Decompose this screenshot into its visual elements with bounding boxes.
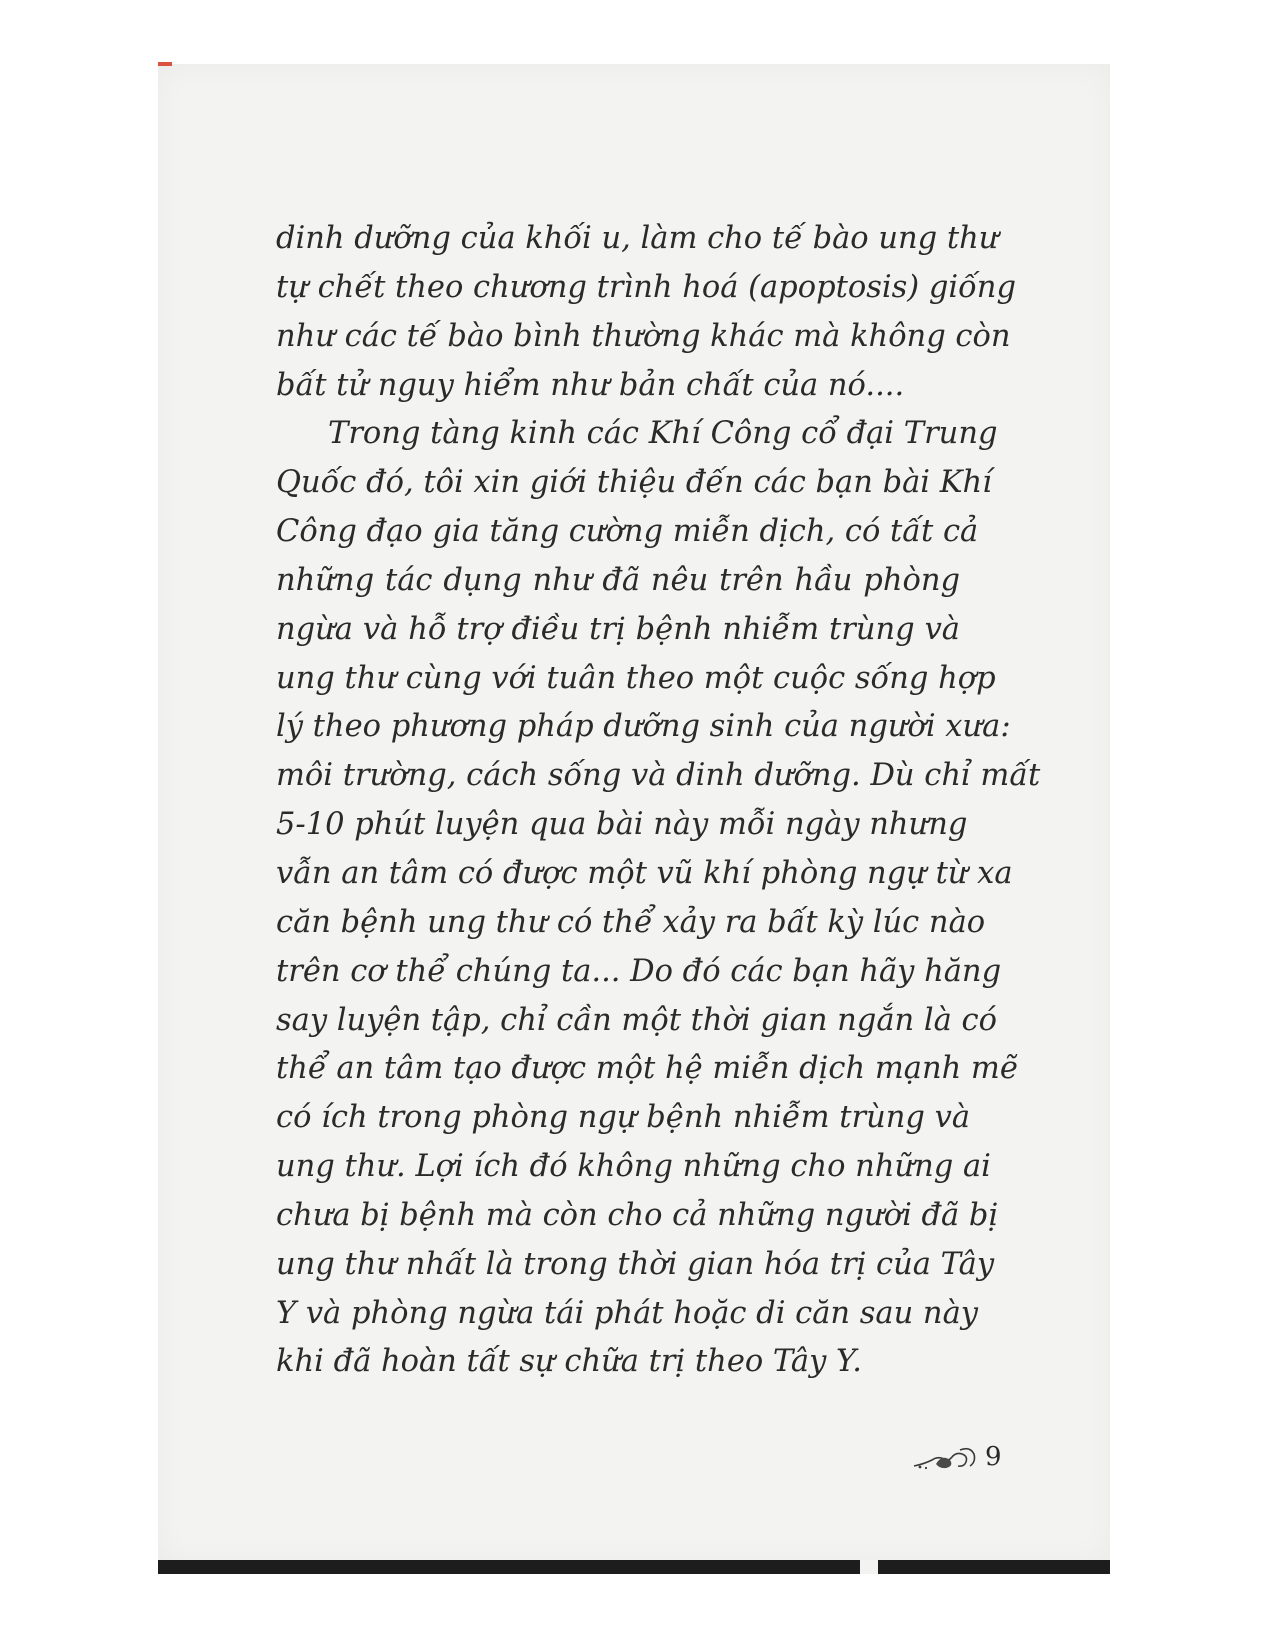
text-line: Công đạo gia tăng cường miễn dịch, có tất cả xyxy=(276,514,979,550)
text-line: ngừa và hỗ trợ điều trị bệnh nhiễm trùng và xyxy=(276,611,960,647)
text-line: ung thư nhất là trong thời gian hóa trị của Tây xyxy=(276,1246,995,1282)
text-line: những tác dụng như đã nêu trên hầu phòng xyxy=(276,562,960,598)
page-edge-top xyxy=(158,62,172,66)
paragraph-1 xyxy=(276,215,1016,410)
text-line: như các tế bào bình thường khác mà không còn xyxy=(276,318,1011,354)
text-line: ung thư cùng với tuân theo một cuộc sống hợp xyxy=(276,660,996,696)
text-line: Trong tàng kinh các Khí Công cổ đại Trung xyxy=(328,416,998,452)
body-text xyxy=(276,215,1041,1387)
floral-ornament-icon xyxy=(912,1444,982,1474)
text-line: 5-10 phút luyện qua bài này mỗi ngày nhưng xyxy=(276,807,968,843)
text-line: Quốc đó, tôi xin giới thiệu đến các bạn bài Khí xyxy=(276,465,992,501)
text-line: trên cơ thể chúng ta... Do đó các bạn hãy hăng xyxy=(276,953,1002,989)
text-line: môi trường, cách sống và dinh dưỡng. Dù chỉ mất xyxy=(276,758,1041,794)
text-line: lý theo phương pháp dưỡng sinh của người xưa: xyxy=(276,709,1011,745)
text-line: dinh dưỡng của khối u, làm cho tế bào ung thư xyxy=(276,221,999,256)
text-line: thể an tâm tạo được một hệ miễn dịch mạnh mẽ xyxy=(276,1051,1018,1087)
text-line: ung thư. Lợi ích đó không những cho những ai xyxy=(276,1149,991,1185)
page-edge-bottom-gap xyxy=(860,1560,878,1574)
text-line: chưa bị bệnh mà còn cho cả những người đã bị xyxy=(276,1197,999,1233)
text-line: bất tử nguy hiểm như bản chất của nó.... xyxy=(276,367,905,403)
page-edge-bottom xyxy=(158,1560,1110,1574)
page-number: 9 xyxy=(985,1442,1002,1472)
text-line: tự chết theo chương trình hoá (apoptosis) giống xyxy=(276,269,1016,305)
text-line: vẫn an tâm có được một vũ khí phòng ngự từ xa xyxy=(276,855,1013,891)
text-line: có ích trong phòng ngự bệnh nhiễm trùng và xyxy=(276,1100,971,1136)
text-line: say luyện tập, chỉ cần một thời gian ngắn là có xyxy=(276,1002,997,1038)
text-line: khi đã hoàn tất sự chữa trị theo Tây Y. xyxy=(276,1344,862,1380)
text-line: căn bệnh ung thư có thể xảy ra bất kỳ lúc nào xyxy=(276,904,986,940)
text-line: Y và phòng ngừa tái phát hoặc di căn sau này xyxy=(276,1295,978,1331)
paragraph-2 xyxy=(276,410,1041,1387)
